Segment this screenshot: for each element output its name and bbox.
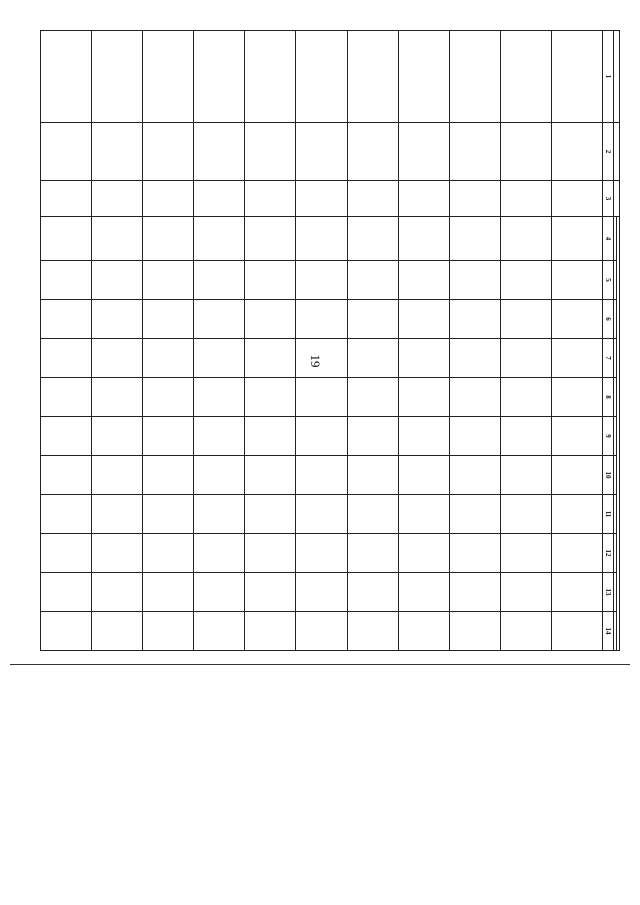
row-name-cell bbox=[41, 31, 92, 123]
column-number: 3 bbox=[602, 181, 613, 217]
row-value-cell bbox=[500, 261, 551, 300]
row-value-cell bbox=[500, 339, 551, 378]
row-value-cell bbox=[245, 339, 296, 378]
row-executor-cell bbox=[92, 123, 143, 181]
row-value-cell bbox=[398, 378, 449, 417]
row-value-cell bbox=[500, 534, 551, 573]
row-source-cell bbox=[347, 181, 398, 217]
row-source-cell bbox=[296, 181, 347, 217]
row-value-cell bbox=[500, 573, 551, 612]
column-number-row bbox=[602, 31, 613, 651]
row-value-cell bbox=[551, 534, 602, 573]
row-total-cell bbox=[347, 217, 398, 261]
row-value-cell bbox=[92, 339, 143, 378]
row-source-cell bbox=[194, 181, 245, 217]
header-row-1 bbox=[617, 31, 620, 651]
row-value-cell bbox=[92, 573, 143, 612]
row-value-cell bbox=[92, 534, 143, 573]
row-name-cell bbox=[92, 31, 143, 123]
row-value-cell bbox=[194, 612, 245, 651]
row-value-cell bbox=[194, 534, 245, 573]
row-value-cell bbox=[347, 300, 398, 339]
row-source-cell bbox=[143, 181, 194, 217]
table-row bbox=[551, 31, 602, 651]
row-value-cell bbox=[551, 495, 602, 534]
header-year bbox=[614, 300, 617, 339]
row-value-cell bbox=[245, 495, 296, 534]
row-name-cell bbox=[245, 31, 296, 123]
row-executor-cell bbox=[194, 123, 245, 181]
table-row bbox=[92, 31, 143, 651]
row-value-cell bbox=[143, 300, 194, 339]
row-source-cell bbox=[245, 181, 296, 217]
row-source-cell bbox=[41, 181, 92, 217]
row-value-cell bbox=[398, 339, 449, 378]
row-value-cell bbox=[143, 456, 194, 495]
row-value-cell bbox=[500, 456, 551, 495]
row-value-cell bbox=[41, 612, 92, 651]
row-value-cell bbox=[551, 300, 602, 339]
row-value-cell bbox=[143, 417, 194, 456]
row-name-cell bbox=[449, 31, 500, 123]
table-row bbox=[194, 31, 245, 651]
row-source-cell bbox=[551, 181, 602, 217]
row-value-cell bbox=[449, 573, 500, 612]
column-number: 1 bbox=[602, 31, 613, 123]
table-row bbox=[500, 31, 551, 651]
row-value-cell bbox=[41, 261, 92, 300]
row-value-cell bbox=[500, 417, 551, 456]
row-name-cell bbox=[143, 31, 194, 123]
row-name-cell bbox=[500, 31, 551, 123]
row-total-cell bbox=[92, 217, 143, 261]
row-source-cell bbox=[92, 181, 143, 217]
row-value-cell bbox=[143, 339, 194, 378]
row-value-cell bbox=[41, 339, 92, 378]
row-value-cell bbox=[245, 300, 296, 339]
row-value-cell bbox=[92, 612, 143, 651]
row-value-cell bbox=[245, 456, 296, 495]
column-number: 11 bbox=[602, 495, 613, 534]
row-value-cell bbox=[551, 612, 602, 651]
row-value-cell bbox=[41, 300, 92, 339]
row-value-cell bbox=[41, 456, 92, 495]
row-value-cell bbox=[41, 378, 92, 417]
row-value-cell bbox=[92, 300, 143, 339]
row-value-cell bbox=[398, 261, 449, 300]
page-number: 19 bbox=[308, 354, 323, 368]
table-row bbox=[347, 31, 398, 651]
column-number: 9 bbox=[602, 417, 613, 456]
row-value-cell bbox=[143, 378, 194, 417]
row-value-cell bbox=[551, 378, 602, 417]
row-source-cell bbox=[449, 181, 500, 217]
row-value-cell bbox=[92, 456, 143, 495]
table-row bbox=[41, 31, 92, 651]
table-row bbox=[143, 31, 194, 651]
header-year bbox=[614, 456, 617, 495]
header-year bbox=[614, 339, 617, 378]
funding-table bbox=[40, 30, 620, 651]
header-funding-group bbox=[617, 217, 620, 651]
row-value-cell bbox=[245, 378, 296, 417]
row-total-cell bbox=[41, 217, 92, 261]
row-value-cell bbox=[296, 378, 347, 417]
row-value-cell bbox=[194, 300, 245, 339]
header-year bbox=[614, 612, 617, 651]
header-year bbox=[614, 378, 617, 417]
row-value-cell bbox=[398, 534, 449, 573]
row-total-cell bbox=[449, 217, 500, 261]
row-value-cell bbox=[500, 612, 551, 651]
row-value-cell bbox=[194, 495, 245, 534]
row-value-cell bbox=[347, 339, 398, 378]
row-value-cell bbox=[143, 573, 194, 612]
row-value-cell bbox=[194, 417, 245, 456]
row-value-cell bbox=[500, 378, 551, 417]
row-value-cell bbox=[41, 573, 92, 612]
row-value-cell bbox=[143, 495, 194, 534]
row-value-cell bbox=[551, 417, 602, 456]
row-value-cell bbox=[398, 417, 449, 456]
row-value-cell bbox=[398, 573, 449, 612]
row-value-cell bbox=[449, 300, 500, 339]
row-name-cell bbox=[551, 31, 602, 123]
table-row bbox=[245, 31, 296, 651]
header-name bbox=[614, 31, 620, 123]
row-source-cell bbox=[500, 181, 551, 217]
row-value-cell bbox=[449, 612, 500, 651]
row-value-cell bbox=[449, 339, 500, 378]
column-number: 13 bbox=[602, 573, 613, 612]
row-value-cell bbox=[296, 495, 347, 534]
row-value-cell bbox=[143, 261, 194, 300]
row-value-cell bbox=[245, 573, 296, 612]
row-total-cell bbox=[194, 217, 245, 261]
row-value-cell bbox=[41, 534, 92, 573]
row-value-cell bbox=[296, 456, 347, 495]
row-value-cell bbox=[347, 573, 398, 612]
header-year bbox=[614, 417, 617, 456]
row-value-cell bbox=[296, 417, 347, 456]
row-value-cell bbox=[194, 573, 245, 612]
row-total-cell bbox=[296, 217, 347, 261]
row-value-cell bbox=[500, 300, 551, 339]
row-value-cell bbox=[551, 456, 602, 495]
header-source bbox=[614, 181, 620, 217]
row-total-cell bbox=[500, 217, 551, 261]
header-total bbox=[614, 217, 617, 261]
column-number: 5 bbox=[602, 261, 613, 300]
row-value-cell bbox=[296, 573, 347, 612]
row-value-cell bbox=[296, 534, 347, 573]
column-number: 7 bbox=[602, 339, 613, 378]
row-total-cell bbox=[551, 217, 602, 261]
row-value-cell bbox=[449, 495, 500, 534]
column-number: 2 bbox=[602, 123, 613, 181]
row-value-cell bbox=[92, 378, 143, 417]
row-value-cell bbox=[296, 339, 347, 378]
row-value-cell bbox=[245, 261, 296, 300]
row-value-cell bbox=[347, 495, 398, 534]
row-executor-cell bbox=[551, 123, 602, 181]
row-value-cell bbox=[551, 339, 602, 378]
row-value-cell bbox=[449, 378, 500, 417]
horizontal-rule bbox=[10, 664, 630, 665]
row-name-cell bbox=[194, 31, 245, 123]
row-executor-cell bbox=[449, 123, 500, 181]
row-value-cell bbox=[92, 261, 143, 300]
column-number: 10 bbox=[602, 456, 613, 495]
rotated-table-wrapper bbox=[40, 30, 620, 650]
row-value-cell bbox=[398, 456, 449, 495]
column-number: 6 bbox=[602, 300, 613, 339]
table-stage bbox=[40, 30, 620, 650]
row-name-cell bbox=[347, 31, 398, 123]
row-value-cell bbox=[347, 534, 398, 573]
row-value-cell bbox=[449, 456, 500, 495]
row-value-cell bbox=[347, 612, 398, 651]
row-value-cell bbox=[551, 573, 602, 612]
row-value-cell bbox=[398, 612, 449, 651]
header-year bbox=[614, 534, 617, 573]
row-executor-cell bbox=[500, 123, 551, 181]
row-executor-cell bbox=[398, 123, 449, 181]
row-executor-cell bbox=[347, 123, 398, 181]
row-value-cell bbox=[347, 417, 398, 456]
row-value-cell bbox=[347, 456, 398, 495]
row-value-cell bbox=[449, 417, 500, 456]
column-number: 14 bbox=[602, 612, 613, 651]
table-row bbox=[449, 31, 500, 651]
column-number: 4 bbox=[602, 217, 613, 261]
row-value-cell bbox=[245, 534, 296, 573]
row-value-cell bbox=[296, 300, 347, 339]
header-year bbox=[614, 495, 617, 534]
row-value-cell bbox=[500, 495, 551, 534]
row-value-cell bbox=[41, 417, 92, 456]
row-name-cell bbox=[296, 31, 347, 123]
table-head bbox=[602, 31, 619, 651]
row-total-cell bbox=[245, 217, 296, 261]
row-total-cell bbox=[398, 217, 449, 261]
row-executor-cell bbox=[296, 123, 347, 181]
row-value-cell bbox=[194, 378, 245, 417]
row-executor-cell bbox=[245, 123, 296, 181]
row-value-cell bbox=[194, 456, 245, 495]
row-executor-cell bbox=[143, 123, 194, 181]
row-value-cell bbox=[194, 261, 245, 300]
table-row bbox=[398, 31, 449, 651]
header-executor bbox=[614, 123, 620, 181]
row-value-cell bbox=[398, 300, 449, 339]
row-value-cell bbox=[92, 417, 143, 456]
header-year bbox=[614, 573, 617, 612]
row-total-cell bbox=[143, 217, 194, 261]
row-value-cell bbox=[143, 534, 194, 573]
row-value-cell bbox=[245, 417, 296, 456]
row-value-cell bbox=[398, 495, 449, 534]
row-value-cell bbox=[143, 612, 194, 651]
row-value-cell bbox=[92, 495, 143, 534]
row-value-cell bbox=[449, 261, 500, 300]
table-row bbox=[296, 31, 347, 651]
row-value-cell bbox=[245, 612, 296, 651]
column-number: 8 bbox=[602, 378, 613, 417]
table-body bbox=[41, 31, 603, 651]
row-value-cell bbox=[296, 612, 347, 651]
row-value-cell bbox=[449, 534, 500, 573]
row-executor-cell bbox=[41, 123, 92, 181]
row-value-cell bbox=[347, 261, 398, 300]
header-year bbox=[614, 261, 617, 300]
row-value-cell bbox=[296, 261, 347, 300]
row-source-cell bbox=[398, 181, 449, 217]
row-name-cell bbox=[398, 31, 449, 123]
row-value-cell bbox=[41, 495, 92, 534]
row-value-cell bbox=[347, 378, 398, 417]
row-value-cell bbox=[194, 339, 245, 378]
row-value-cell bbox=[551, 261, 602, 300]
column-number: 12 bbox=[602, 534, 613, 573]
